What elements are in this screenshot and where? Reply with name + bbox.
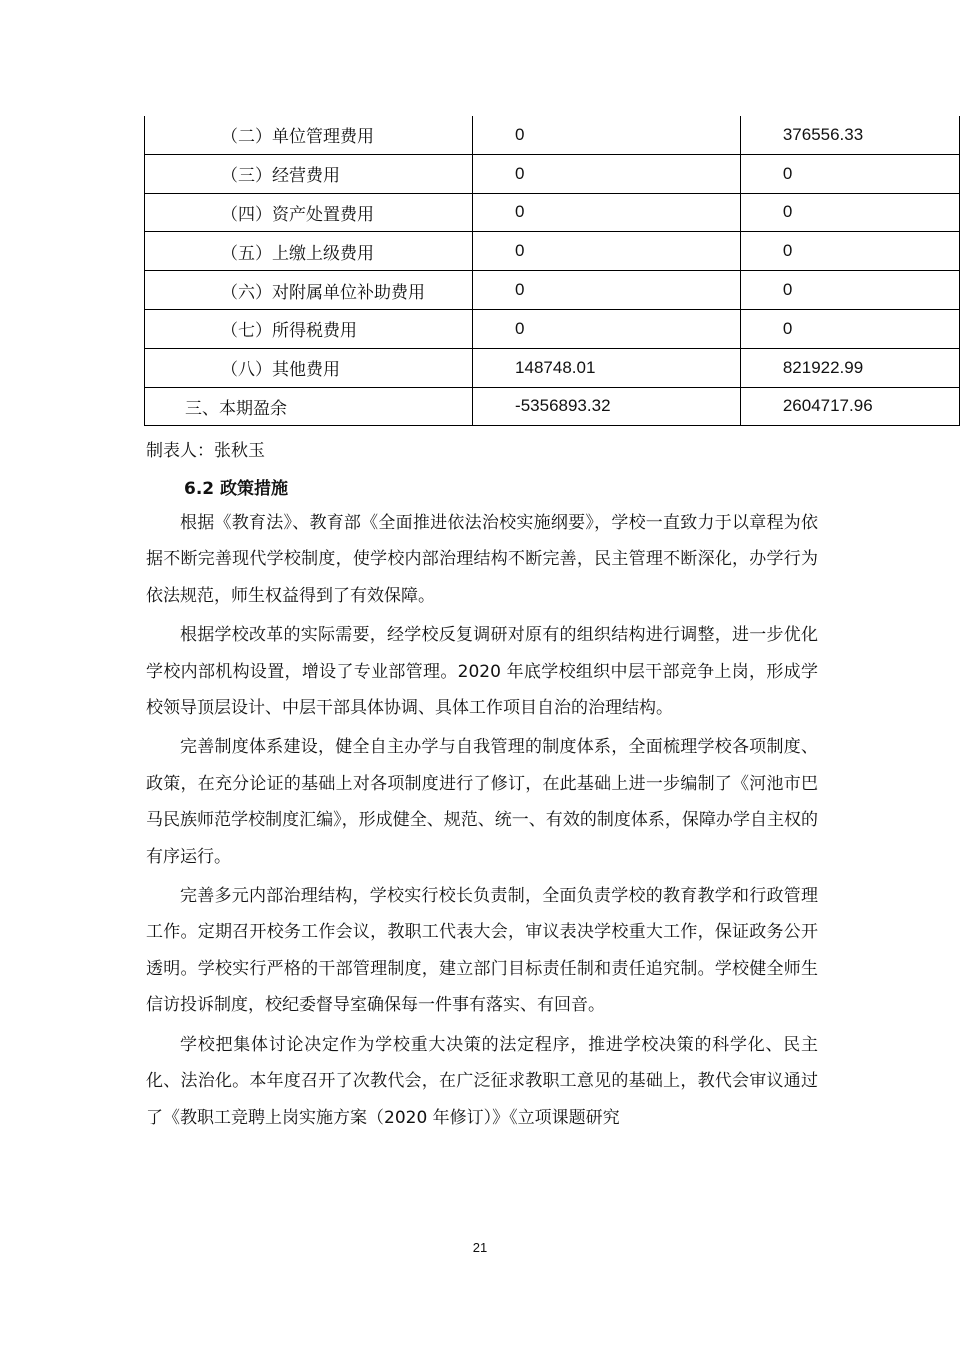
value-cell: 0 bbox=[740, 271, 959, 310]
financial-table bbox=[144, 116, 960, 426]
row-label: （七）所得税费用 bbox=[145, 309, 473, 348]
table-row-total bbox=[145, 387, 960, 426]
row-label: （三）经营费用 bbox=[145, 154, 473, 193]
value-cell: 0 bbox=[473, 193, 741, 232]
table-row bbox=[145, 232, 960, 271]
row-label: （六）对附属单位补助费用 bbox=[145, 271, 473, 310]
value-cell: 0 bbox=[473, 271, 741, 310]
value-cell: -5356893.32 bbox=[473, 387, 741, 426]
paragraph: 完善制度体系建设，健全自主办学与自我管理的制度体系，全面梳理学校各项制度、政策，在充分论证的基础上对各项制度进行了修订，在此基础上进一步编制了《河池市巴马民族师范学校制度汇编》，形成健全、规范、统一、有效的制度体系，保障办学自主权的有序运行。 bbox=[146, 737, 818, 867]
value-cell: 0 bbox=[473, 154, 741, 193]
value-cell: 821922.99 bbox=[740, 348, 959, 387]
value-cell: 0 bbox=[740, 309, 959, 348]
table-row bbox=[145, 348, 960, 387]
section-heading: 6.2 政策措施 bbox=[184, 479, 289, 499]
table-row bbox=[145, 193, 960, 232]
value-cell: 0 bbox=[740, 154, 959, 193]
paragraph: 根据学校改革的实际需要，经学校反复调研对原有的组织结构进行调整，进一步优化学校内部机构设置，增设了专业部管理。2020 年底学校组织中层干部竞争上岗，形成学校领导顶层设计、中层干部具体协调、具体工作项目自治的治理结构。 bbox=[146, 625, 818, 719]
value-cell: 0 bbox=[740, 193, 959, 232]
paragraph: 完善多元内部治理结构，学校实行校长负责制，全面负责学校的教育教学和行政管理工作。定期召开校务工作会议，教职工代表大会，审议表决学校重大工作，保证政务公开透明。学校实行严格的干部管理制度，建立部门目标责任制和责任追究制。学校健全师生信访投诉制度，校纪委督导室确保每一件事有落实、有回音。 bbox=[146, 886, 818, 1016]
row-label: （二）单位管理费用 bbox=[145, 116, 473, 154]
value-cell: 0 bbox=[473, 309, 741, 348]
row-label: （五）上缴上级费用 bbox=[145, 232, 473, 271]
value-cell: 2604717.96 bbox=[740, 387, 959, 426]
table-row bbox=[145, 271, 960, 310]
table-row bbox=[145, 116, 960, 154]
financial-table-body bbox=[145, 116, 960, 426]
value-cell: 148748.01 bbox=[473, 348, 741, 387]
value-cell: 0 bbox=[473, 116, 741, 154]
row-label: （八）其他费用 bbox=[145, 348, 473, 387]
value-cell: 0 bbox=[473, 232, 741, 271]
table-row bbox=[145, 309, 960, 348]
value-cell: 0 bbox=[740, 232, 959, 271]
table-maker-note: 制表人：张秋玉 bbox=[146, 441, 265, 461]
paragraph: 学校把集体讨论决定作为学校重大决策的法定程序，推进学校决策的科学化、民主化、法治化。本年度召开了次教代会，在广泛征求教职工意见的基础上，教代会审议通过了《教职工竞聘上岗实施方案（2020 年修订）》《立项课题研究 bbox=[146, 1034, 818, 1128]
table-row bbox=[145, 154, 960, 193]
body-text bbox=[146, 505, 818, 1139]
row-label: 三、本期盈余 bbox=[145, 387, 473, 426]
paragraph: 根据《教育法》、教育部《全面推进依法治校实施纲要》，学校一直致力于以章程为依据不断完善现代学校制度，使学校内部治理结构不断完善，民主管理不断深化，办学行为依法规范，师生权益得到了有效保障。 bbox=[146, 513, 818, 606]
value-cell: 376556.33 bbox=[740, 116, 959, 154]
row-label: （四）资产处置费用 bbox=[145, 193, 473, 232]
page-number: 21 bbox=[472, 1240, 488, 1255]
